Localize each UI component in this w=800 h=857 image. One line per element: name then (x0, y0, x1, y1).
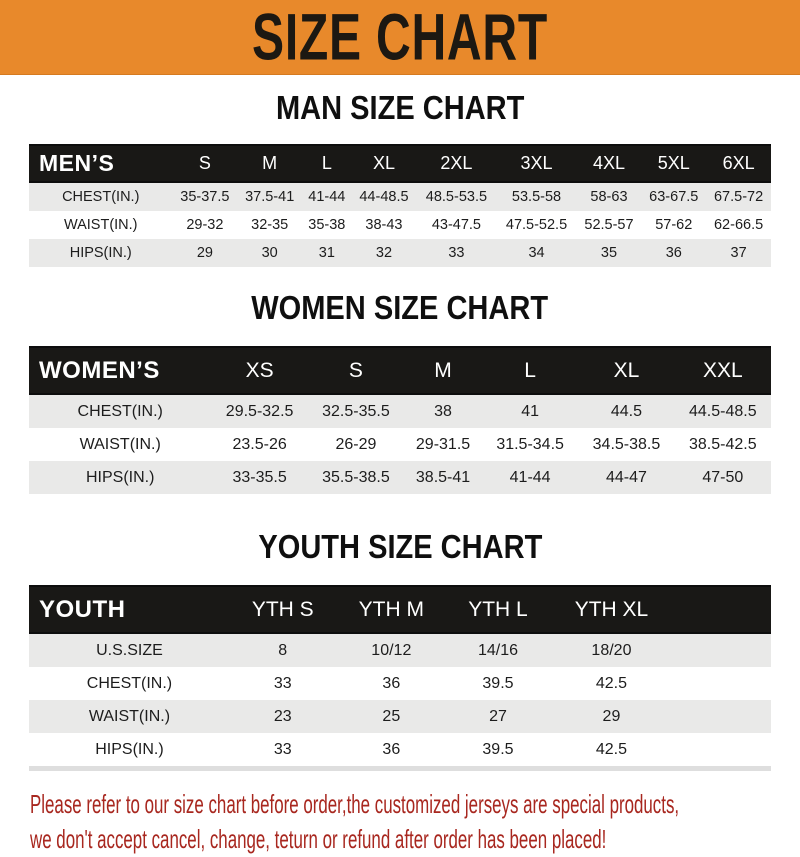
spacer-cell (674, 733, 771, 769)
size-col-header: L (302, 145, 351, 182)
size-cell: 18/20 (549, 633, 674, 667)
size-cell: 41-44 (482, 461, 578, 494)
size-cell: 32-35 (251, 217, 289, 233)
size-cell: 10/12 (336, 633, 447, 667)
size-cell: 57-62 (655, 217, 693, 233)
size-cell: 38.5-42.5 (689, 435, 757, 453)
spacer-cell (674, 633, 771, 667)
size-cell: 35 (577, 239, 642, 267)
size-cell: 25 (336, 700, 447, 733)
table-row (29, 700, 771, 733)
table-row (29, 394, 771, 428)
size-cell: 37.5-41 (237, 182, 302, 211)
size-cell: 33 (273, 674, 292, 692)
size-cell: 34.5-38.5 (592, 435, 661, 453)
size-cell: 8 (230, 633, 336, 667)
size-cell: 53.5-58 (496, 182, 576, 211)
size-cell: 29.5-32.5 (211, 394, 307, 428)
size-cell: 44-48.5 (352, 182, 417, 211)
spacer-cell (674, 586, 771, 633)
youth-header-row (29, 586, 771, 633)
size-cell: 38 (404, 394, 482, 428)
disclaimer-line-1: Please refer to our size chart before order,the customized jerseys are special products, (30, 789, 680, 819)
size-col-header: 2XL (416, 145, 496, 182)
table-row (29, 211, 771, 239)
size-cell: 41-44 (302, 182, 351, 211)
size-cell: 23 (230, 700, 336, 733)
size-cell: 43-47.5 (431, 217, 481, 233)
size-cell: 31.5-34.5 (496, 435, 564, 453)
size-cell: 35-37.5 (172, 182, 237, 211)
size-cell: 33-35.5 (211, 461, 307, 494)
spacer-cell (674, 667, 771, 700)
row-label: WAIST(IN.) (79, 435, 161, 453)
table-row (29, 239, 771, 267)
size-col-header: YTH XL (549, 586, 674, 633)
size-cell: 35.5-38.5 (308, 461, 404, 494)
banner-title: SIZE CHART (252, 0, 548, 74)
size-cell: 39.5 (482, 674, 514, 692)
row-label: CHEST(IN.) (29, 182, 172, 211)
size-col-header: YTH S (230, 586, 336, 633)
table-row (29, 633, 771, 667)
size-cell: 47.5-52.5 (505, 217, 568, 233)
youth-size-table (29, 585, 771, 771)
size-cell: 39.5 (482, 740, 514, 758)
size-cell: 47-50 (675, 461, 771, 494)
table-row (29, 733, 771, 769)
table-row (29, 667, 771, 700)
mens-size-table (29, 144, 771, 267)
size-cell: 62-66.5 (713, 217, 764, 233)
size-cell: 30 (237, 239, 302, 267)
size-cell: 26-29 (335, 435, 377, 453)
womens-header-row (29, 347, 771, 394)
size-cell: 44-47 (578, 461, 674, 494)
row-label: U.S.SIZE (29, 633, 230, 667)
size-cell: 27 (447, 700, 549, 733)
women-section-title: WOMEN SIZE CHART (251, 289, 549, 326)
size-chart-banner (0, 0, 800, 75)
table-row (29, 428, 771, 461)
size-cell: 38-43 (365, 217, 403, 233)
size-cell: 29 (549, 700, 674, 733)
size-cell: 31 (302, 239, 351, 267)
size-cell: 35-38 (308, 217, 346, 233)
size-cell: 63-67.5 (641, 182, 706, 211)
size-col-header: 4XL (577, 145, 642, 182)
size-cell: 44.5-48.5 (675, 394, 771, 428)
size-col-header: M (237, 145, 302, 182)
size-cell: 67.5-72 (706, 182, 771, 211)
size-cell: 41 (482, 394, 578, 428)
row-label: CHEST(IN.) (29, 394, 211, 428)
size-col-header: L (482, 347, 578, 394)
youth-corner-label: YOUTH (29, 586, 230, 633)
size-cell: 36 (641, 239, 706, 267)
size-cell: 48.5-53.5 (416, 182, 496, 211)
size-cell: 42.5 (595, 740, 628, 758)
size-cell: 29-31.5 (415, 435, 471, 453)
row-label: WAIST(IN.) (63, 217, 138, 233)
spacer-cell (674, 700, 771, 733)
order-disclaimer-note (30, 787, 800, 857)
mens-corner-label: MEN’S (29, 145, 172, 182)
size-col-header: 3XL (496, 145, 576, 182)
size-col-header: M (404, 347, 482, 394)
mens-header-row (29, 145, 771, 182)
size-cell: 32.5-35.5 (308, 394, 404, 428)
size-cell: 32 (352, 239, 417, 267)
size-cell: 29-32 (186, 217, 224, 233)
size-cell: 33 (416, 239, 496, 267)
size-col-header: XXL (675, 347, 771, 394)
size-col-header: XL (352, 145, 417, 182)
size-cell: 29 (172, 239, 237, 267)
size-col-header: XL (578, 347, 674, 394)
size-col-header: 5XL (641, 145, 706, 182)
size-cell: 58-63 (577, 182, 642, 211)
row-label: HIPS(IN.) (29, 239, 172, 267)
size-cell: 38.5-41 (404, 461, 482, 494)
size-cell: 44.5 (578, 394, 674, 428)
womens-size-table (29, 346, 771, 494)
size-cell: 33 (273, 740, 292, 758)
table-row (29, 461, 771, 494)
disclaimer-line-2: we don't accept cancel, change, teturn or refund after order has been placed! (30, 824, 607, 854)
size-col-header: 6XL (706, 145, 771, 182)
size-cell: 42.5 (595, 674, 628, 692)
size-col-header: YTH M (336, 586, 447, 633)
row-label: WAIST(IN.) (29, 700, 230, 733)
size-col-header: S (308, 347, 404, 394)
size-cell: 37 (706, 239, 771, 267)
size-cell: 23.5-26 (232, 435, 287, 453)
size-col-header: XS (211, 347, 307, 394)
size-cell: 14/16 (447, 633, 549, 667)
size-cell: 52.5-57 (584, 217, 634, 233)
size-cell: 34 (496, 239, 576, 267)
youth-section-title: YOUTH SIZE CHART (258, 528, 542, 565)
size-cell: 36 (382, 674, 401, 692)
row-label: HIPS(IN.) (95, 740, 164, 758)
table-row (29, 182, 771, 211)
size-cell: 36 (382, 740, 401, 758)
men-section-title: MAN SIZE CHART (275, 89, 525, 126)
size-col-header: S (172, 145, 237, 182)
row-label: CHEST(IN.) (86, 674, 173, 692)
womens-corner-label: WOMEN’S (29, 347, 211, 394)
size-col-header: YTH L (447, 586, 549, 633)
row-label: HIPS(IN.) (29, 461, 211, 494)
